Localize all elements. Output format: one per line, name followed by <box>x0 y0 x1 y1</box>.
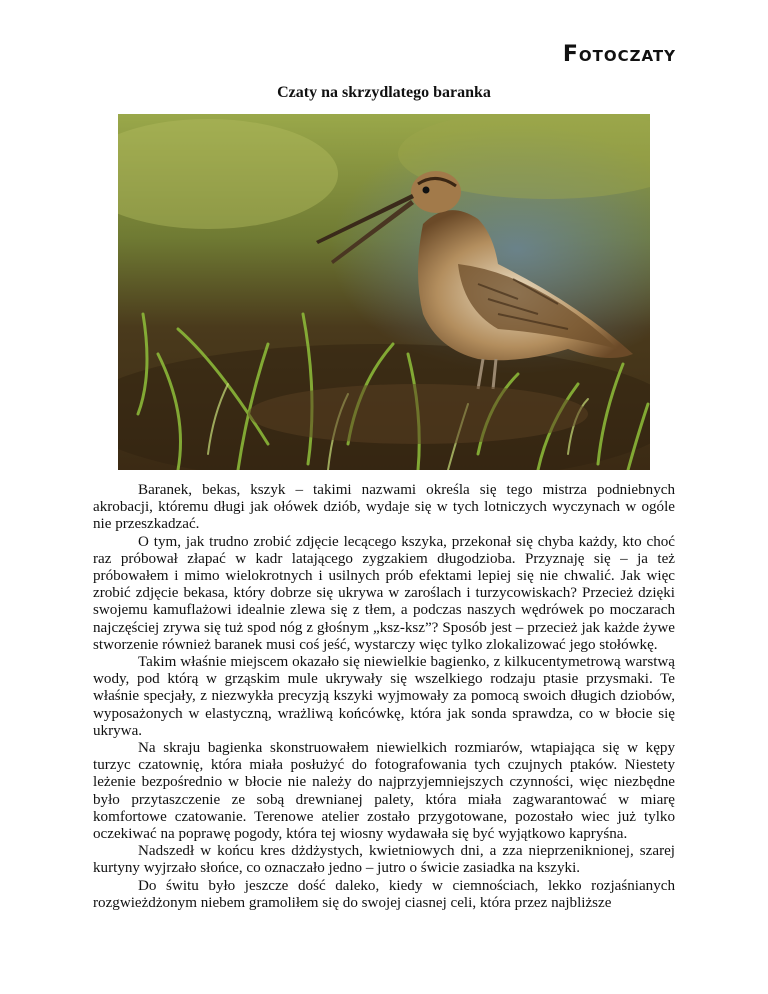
article-title: Czaty na skrzydlatego baranka <box>277 84 491 101</box>
paragraph: Takim właśnie miejscem okazało się niewielkie bagienko, z kilkucentymetrową warstwą wody, pod którą w grząskim mule ukrywały się wszelkiego rodzaju ptasie przysmaki. Te właśnie specjały, z niezwykła precyzją kszyki wyjmowały za pomocą swoich długich dziobów, wyposażonych w elastyczną, wrażliwą końcówkę, która jak sonda sprawdza, co w błocie się ukrywa. <box>93 654 675 739</box>
snipe-photo <box>118 114 650 470</box>
paragraph: Do świtu było jeszcze dość daleko, kiedy w ciemnościach, lekko rozjaśnianych rozgwieżdżonym niebem gramoliłem się do swojej ciasnej celi, która przez najbliższe <box>93 877 675 911</box>
paragraph: O tym, jak trudno zrobić zdjęcie lecącego kszyka, przekonał się chyba każdy, kto choć raz próbował złapać w kadr latającego zygzakiem długodzioba. Przyznaję się – ja też próbowałem i mimo wielokrotnych i usilnych prób efektami lepiej się nie chwalić. Jak więc zrobić zdjęcie bekasa, który dobrze się ukrywa w zaroślach i turzycowiskach? Przecież dzięki swojemu kamuflażowi idealnie zlewa się z tłem, a podczas naszych wędrówek po moczarach najczęściej zrywa się tuż spod nóg z głośnym „ksz-ksz”? Sposób jest – przecież jak każde żywe stworzenie również baranek musi coś jeść, wystarczy więc tylko zlokalizować jego stołówkę. <box>93 533 675 653</box>
paragraph: Na skraju bagienka skonstruowałem niewielkich rozmiarów, wtapiająca się w kępy turzyc czatownię, która miała posłużyć do fotografowania tych czujnych ptaków. Niestety leżenie bezpośrednio w błocie nie należy do najprzyjemniejszych czynności, więc niezbędne było przytaszczenie ze sobą drewnianej palety, która miała zagwarantować w miarę komfortowe czatowanie. Terenowe atelier zostało przygotowane, pozostało wiec już tylko oczekiwać na poprawę pogody, która tej wiosny wydawała się być wyjątkowo kapryśna. <box>93 740 675 843</box>
paragraph: Nadszedł w końcu kres dżdżystych, kwietniowych dni, a zza nieprzeniknionej, szarej kurtyny wyjrzało słońce, co oznaczało jedno – jutro o świcie zasiadka na kszyki. <box>93 843 675 877</box>
paragraph: Baranek, bekas, kszyk – takimi nazwami określa się tego mistrza podniebnych akrobacji, któremu długi jak ołówek dziób, wydaje się w tych lotniczych wyczynach w ogóle nie przeszkadzać. <box>93 482 675 533</box>
page-header: Fotoczaty <box>562 42 676 67</box>
article-body <box>93 482 675 912</box>
